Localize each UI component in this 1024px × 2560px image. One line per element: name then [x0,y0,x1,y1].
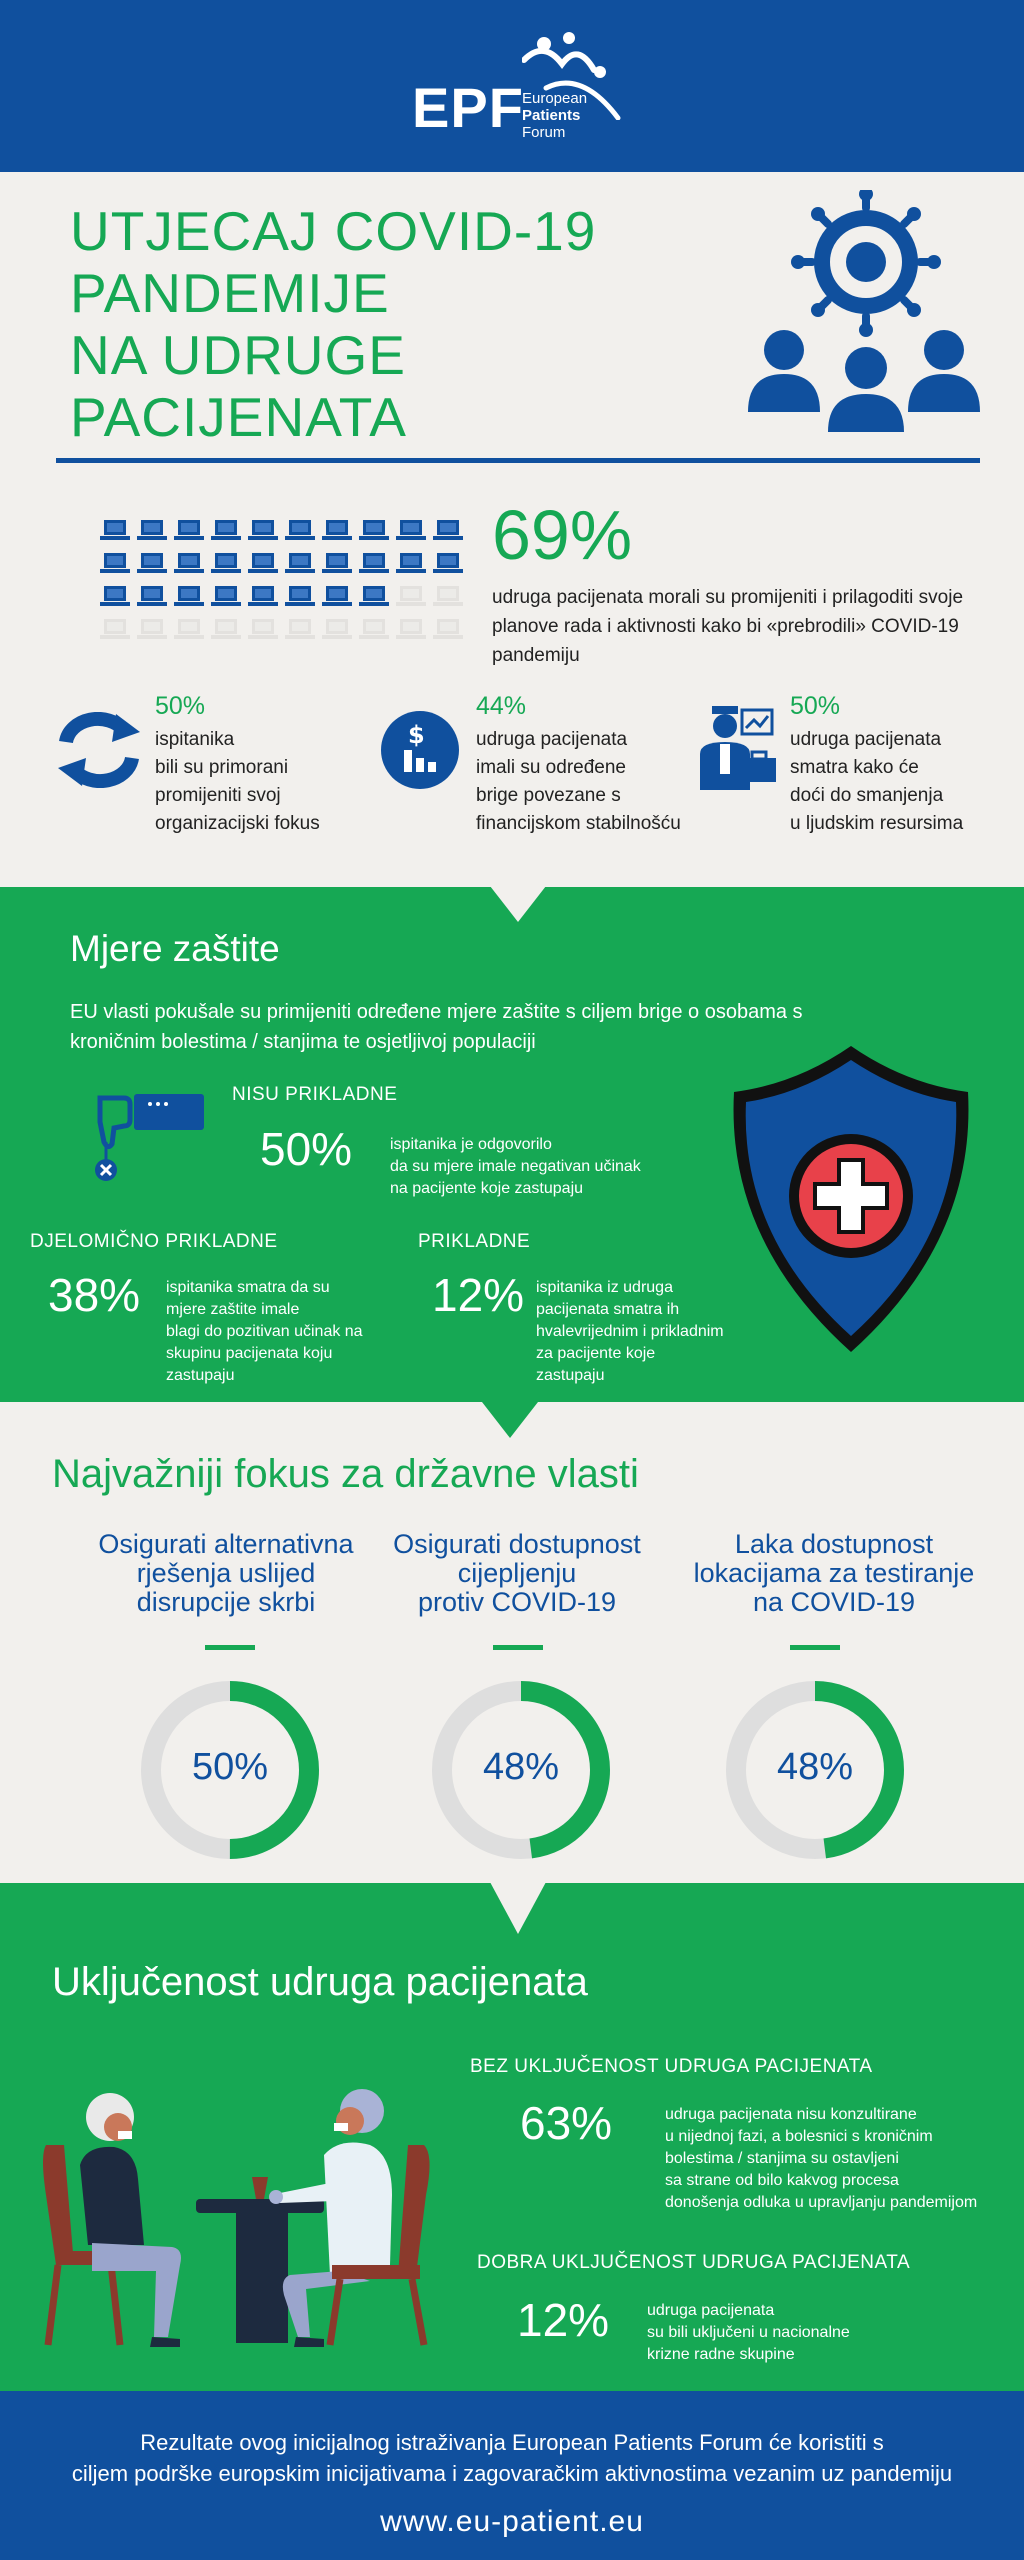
laptop-icon [137,586,167,606]
stat-line: brige povezane s [476,785,621,806]
brand-line: Patients [522,107,581,124]
focus-line: rješenja uslijed [136,1558,316,1588]
footer-line: Rezultate ovog inicijalnog istraživanja European Patients Forum će koristiti s [140,2430,884,2455]
stat-value: 44% [476,692,527,720]
laptop-icon [174,553,204,573]
title-divider [56,458,980,463]
measure-label: DJELOMIČNO PRIKLADNE [30,1231,278,1252]
stat-line: bili su primorani [155,757,289,778]
involvement-line: donošenja odluka u upravljanju pandemijom [665,2194,978,2211]
involvement-line: udruga pacijenata nisu konzultirane [665,2106,917,2123]
footer-website-link[interactable]: www.eu-patient.eu [380,2505,644,2538]
focus-line: na COVID-19 [752,1587,916,1617]
measure-label: NISU PRIKLADNE [232,1084,398,1105]
stat-line: promijeniti svoj [155,785,281,806]
laptop-icon [285,619,315,639]
footer-text [0,2427,1024,2489]
section-pointer [490,1882,546,1934]
dollar-chart-icon [380,710,460,790]
laptop-icon [433,553,463,573]
stat-value: 50% [790,692,841,720]
measure-line: ispitanika iz udruga [536,1279,673,1296]
involvement-value: 12% [517,2294,610,2346]
laptop-icon [285,553,315,573]
stat-text [790,726,963,838]
laptop-icon [396,586,426,606]
laptop-icon [100,586,130,606]
section-pointer [490,886,546,922]
stat-line: udruga pacijenata [790,729,942,750]
laptop-icon [174,619,204,639]
section-title: Najvažniji fokus za državne vlasti [52,1452,639,1496]
measure-line: zastupaju [166,1367,235,1384]
involvement-text [665,2104,1020,2214]
laptop-icon [359,619,389,639]
title-line: PANDEMIJE [70,262,390,324]
laptop-icon [211,553,241,573]
page-title [70,200,596,448]
laptop-icon [322,586,352,606]
thumbs-down-laptop-icon [86,1092,206,1184]
stat-value: 50% [155,692,206,720]
focus-value: 48% [482,1746,560,1788]
focus-line: Osigurati dostupnost [393,1529,641,1559]
laptop-icon [396,520,426,540]
laptop-icon [396,553,426,573]
laptop-icon [100,619,130,639]
title-line: UTJECAJ COVID-19 [70,200,597,262]
epf-brand-full [522,90,587,141]
focus-line: disrupcije skrbi [136,1587,316,1617]
laptop-icon [211,586,241,606]
involvement-line: u nijednoj fazi, a bolesnici s kroničnim [665,2128,933,2145]
focus-divider [205,1645,255,1650]
involvement-label: BEZ UKLJUČENOST UDRUGA PACIJENATA [470,2056,873,2077]
measure-line: pacijenata smatra ih [536,1301,680,1318]
section-description: EU vlasti pokušale su primijeniti određene mjere zaštite s ciljem brige o osobama s kroničnim bolestima / stanjima te osjetljivoj populaciji [70,1001,803,1053]
brand-line: Forum [522,124,566,141]
measure-line: blagi do pozitivan učinak na [166,1323,363,1340]
laptop-icon [137,553,167,573]
involvement-line: su bili uključeni u nacionalne [647,2324,850,2341]
focus-line: protiv COVID-19 [417,1587,617,1617]
laptop-icon [174,520,204,540]
laptop-icon [433,586,463,606]
measure-line: ispitanika je odgovorilo [390,1136,552,1153]
measure-value: 38% [48,1269,141,1321]
laptop-icon [137,520,167,540]
laptop-icon [322,553,352,573]
focus-line: lokacijama za testiranje [693,1558,975,1588]
laptop-icon [322,619,352,639]
laptop-icon [359,586,389,606]
focus-divider [493,1645,543,1650]
focus-line: Osigurati alternativna [98,1529,354,1559]
shield-cross-icon [726,1040,976,1358]
measure-value: 12% [432,1269,525,1321]
section-pointer [482,1402,538,1438]
involvement-label: DOBRA UKLJUČENOST UDRUGA PACIJENATA [477,2252,911,2273]
laptop-icon [248,553,278,573]
epf-brand: EPF [412,76,524,139]
laptop-icon [433,520,463,540]
measure-label: PRIKLADNE [418,1231,531,1252]
laptop-icon [100,520,130,540]
measure-line: za pacijente koje [536,1345,656,1362]
measure-line: mjere zaštite imale [166,1301,300,1318]
involvement-line: udruga pacijenata [647,2302,775,2319]
laptop-icon [396,619,426,639]
section-title: Uključenost udruga pacijenata [52,1960,588,2004]
stat-line: financijskom stabilnošću [476,813,681,834]
laptop-icon [211,619,241,639]
stat-line: smatra kako će [790,757,919,778]
focus-value: 50% [191,1746,269,1788]
focus-item-text [664,1530,1004,1617]
stat-line: doći do smanjenja [790,785,944,806]
measure-text [166,1277,363,1387]
laptop-icon [433,619,463,639]
focus-line: Laka dostupnost [734,1529,934,1559]
footer-line: ciljem podrške europskim inicijativama i zagovaračkim aktivnostima vezanim uz pandemiju [71,2461,953,2486]
patient-doctor-illustration-icon [40,2075,450,2355]
virus-people-icon [740,190,980,440]
laptop-icon [285,520,315,540]
measure-text [390,1134,641,1200]
laptop-icon [359,520,389,540]
refresh-arrows-icon [56,712,142,788]
measure-text [536,1277,724,1387]
measure-line: da su mjere imale negativan učinak [390,1158,641,1175]
stat-line: ispitanika [155,729,235,750]
focus-line: cijepljenju [457,1558,577,1588]
brand-line: European [522,90,588,107]
measure-line: skupinu pacijenata koju [166,1345,333,1362]
stat-line: imali su određene [476,757,626,778]
measure-line: na pacijente koje zastupaju [390,1180,584,1197]
focus-value: 48% [776,1746,854,1788]
involvement-line: sa strane od bilo kakvog procesa [665,2172,899,2189]
stat-text [476,726,681,838]
worker-icon [698,704,778,792]
laptop-icon [100,553,130,573]
title-line: NA UDRUGE [70,324,406,386]
laptop-icon [174,586,204,606]
laptop-icon [248,586,278,606]
title-line: PACIJENATA [70,386,407,448]
main-stat-text: udruga pacijenata morali su promijeniti i prilagoditi svoje planove rada i aktivnosti kako bi «prebrodili» COVID-19 pandemiju [492,587,964,666]
stat-line: udruga pacijenata [476,729,628,750]
involvement-text [647,2300,850,2366]
involvement-value: 63% [520,2097,613,2149]
laptop-grid-chart [100,520,470,650]
focus-item-text [367,1530,667,1617]
laptop-icon [137,619,167,639]
measure-line: hvalevrijednim i prikladnim [536,1323,724,1340]
stat-line: u ljudskim resursima [790,813,964,834]
laptop-icon [359,553,389,573]
stat-text [155,726,320,838]
laptop-icon [285,586,315,606]
focus-divider [790,1645,840,1650]
laptop-icon [211,520,241,540]
section-title: Mjere zaštite [70,928,280,969]
focus-item-text [76,1530,376,1617]
involvement-line: krizne radne skupine [647,2346,795,2363]
laptop-icon [248,619,278,639]
stat-line: organizacijski fokus [155,813,320,834]
laptop-icon [322,520,352,540]
measure-line: ispitanika smatra da su [166,1279,330,1296]
measure-line: zastupaju [536,1367,605,1384]
main-stat-value: 69% [492,496,633,574]
involvement-line: bolestima / stanjima su ostavljeni [665,2150,899,2167]
measure-value: 50% [260,1123,353,1175]
laptop-icon [248,520,278,540]
svg-text:$: $ [408,721,425,749]
